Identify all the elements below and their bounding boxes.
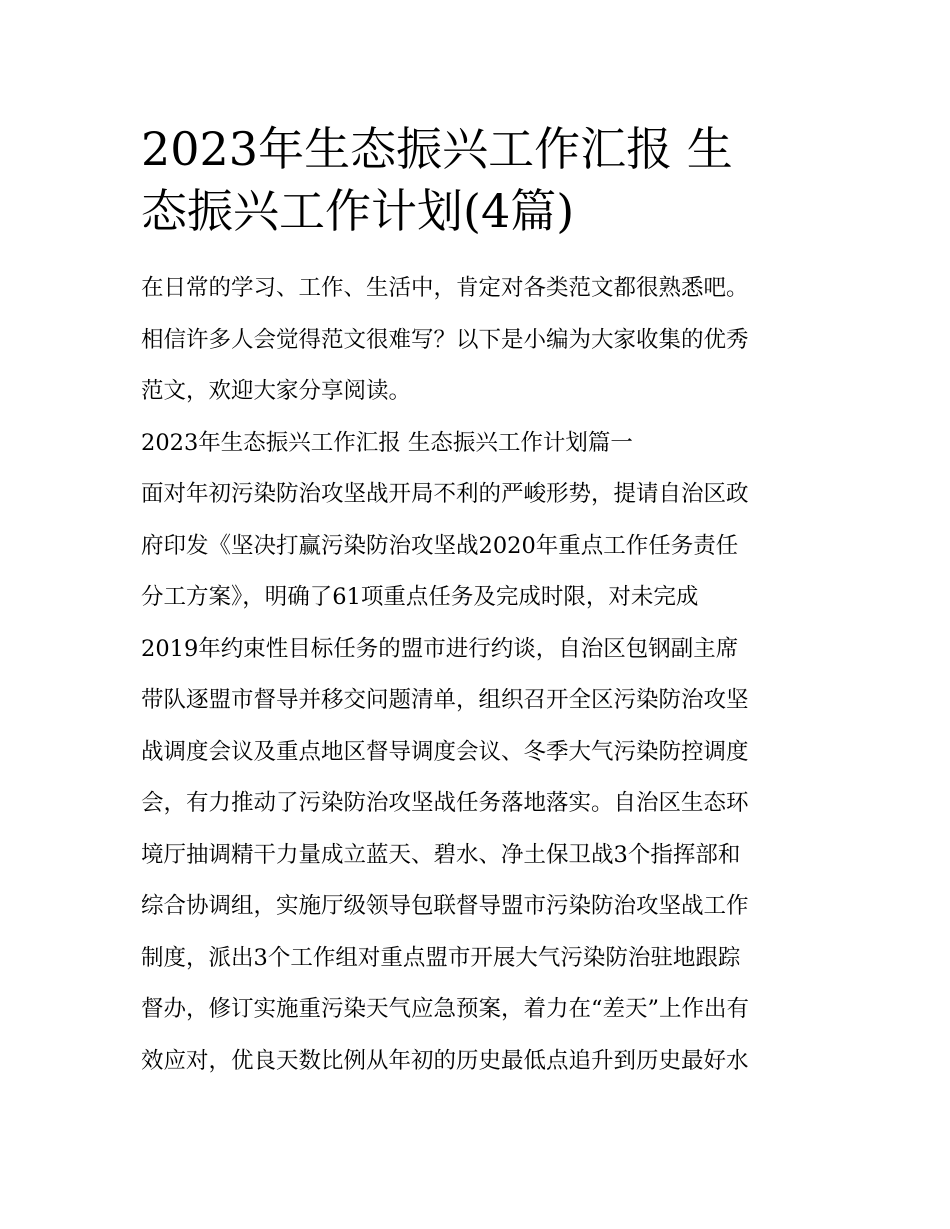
paragraph-line: 境厅抽调精干力量成立蓝天、碧水、净土保卫战3个指挥部和 [141, 841, 741, 868]
intro-line: 相信许多人会觉得范文很难写？以下是小编为大家收集的优秀 [141, 326, 749, 353]
body-paragraph [141, 469, 821, 1087]
document-body [141, 263, 821, 1087]
intro-line: 范文，欢迎大家分享阅读。 [141, 378, 412, 404]
paragraph-line: 会，有力推动了污染防治攻坚战任务落地落实。自治区生态环 [141, 790, 749, 816]
section-heading: 2023年生态振兴工作汇报 生态振兴工作计划篇一 [141, 429, 633, 456]
paragraph-line: 府印发《坚决打赢污染防治攻坚战2020年重点工作任务责任 [141, 532, 739, 559]
intro-paragraph [141, 263, 821, 418]
title-line-2: 态振兴工作计划(4篇) [141, 184, 575, 238]
document-page [141, 118, 821, 1087]
paragraph-line: 效应对，优良天数比例从年初的历史最低点追升到历史最好水 [141, 1047, 749, 1074]
title-line-1: 2023年生态振兴工作汇报 生 [141, 122, 733, 176]
intro-line: 在日常的学习、工作、生活中，肯定对各类范文都很熟悉吧。 [141, 275, 749, 301]
paragraph-line: 制度，派出3个工作组对重点盟市开展大气污染防治驻地跟踪 [141, 944, 741, 971]
paragraph-line: 分工方案》，明确了61项重点任务及完成时限，对未完成 [141, 584, 699, 610]
paragraph-line: 面对年初污染防治攻坚战开局不利的严峻形势，提请自治区政 [141, 481, 749, 507]
paragraph-line: 督办，修订实施重污染天气应急预案，着力在“差天”上作出有 [141, 996, 750, 1022]
paragraph-line: 2019年约束性目标任务的盟市进行约谈，自治区包钢副主席 [141, 635, 739, 662]
document-title [141, 118, 821, 242]
paragraph-line: 综合协调组，实施厅级领导包联督导盟市污染防治攻坚战工作 [141, 893, 749, 919]
paragraph-line: 战调度会议及重点地区督导调度会议、冬季大气污染防控调度 [141, 738, 749, 765]
paragraph-line: 带队逐盟市督导并移交问题清单，组织召开全区污染防治攻坚 [141, 687, 749, 713]
